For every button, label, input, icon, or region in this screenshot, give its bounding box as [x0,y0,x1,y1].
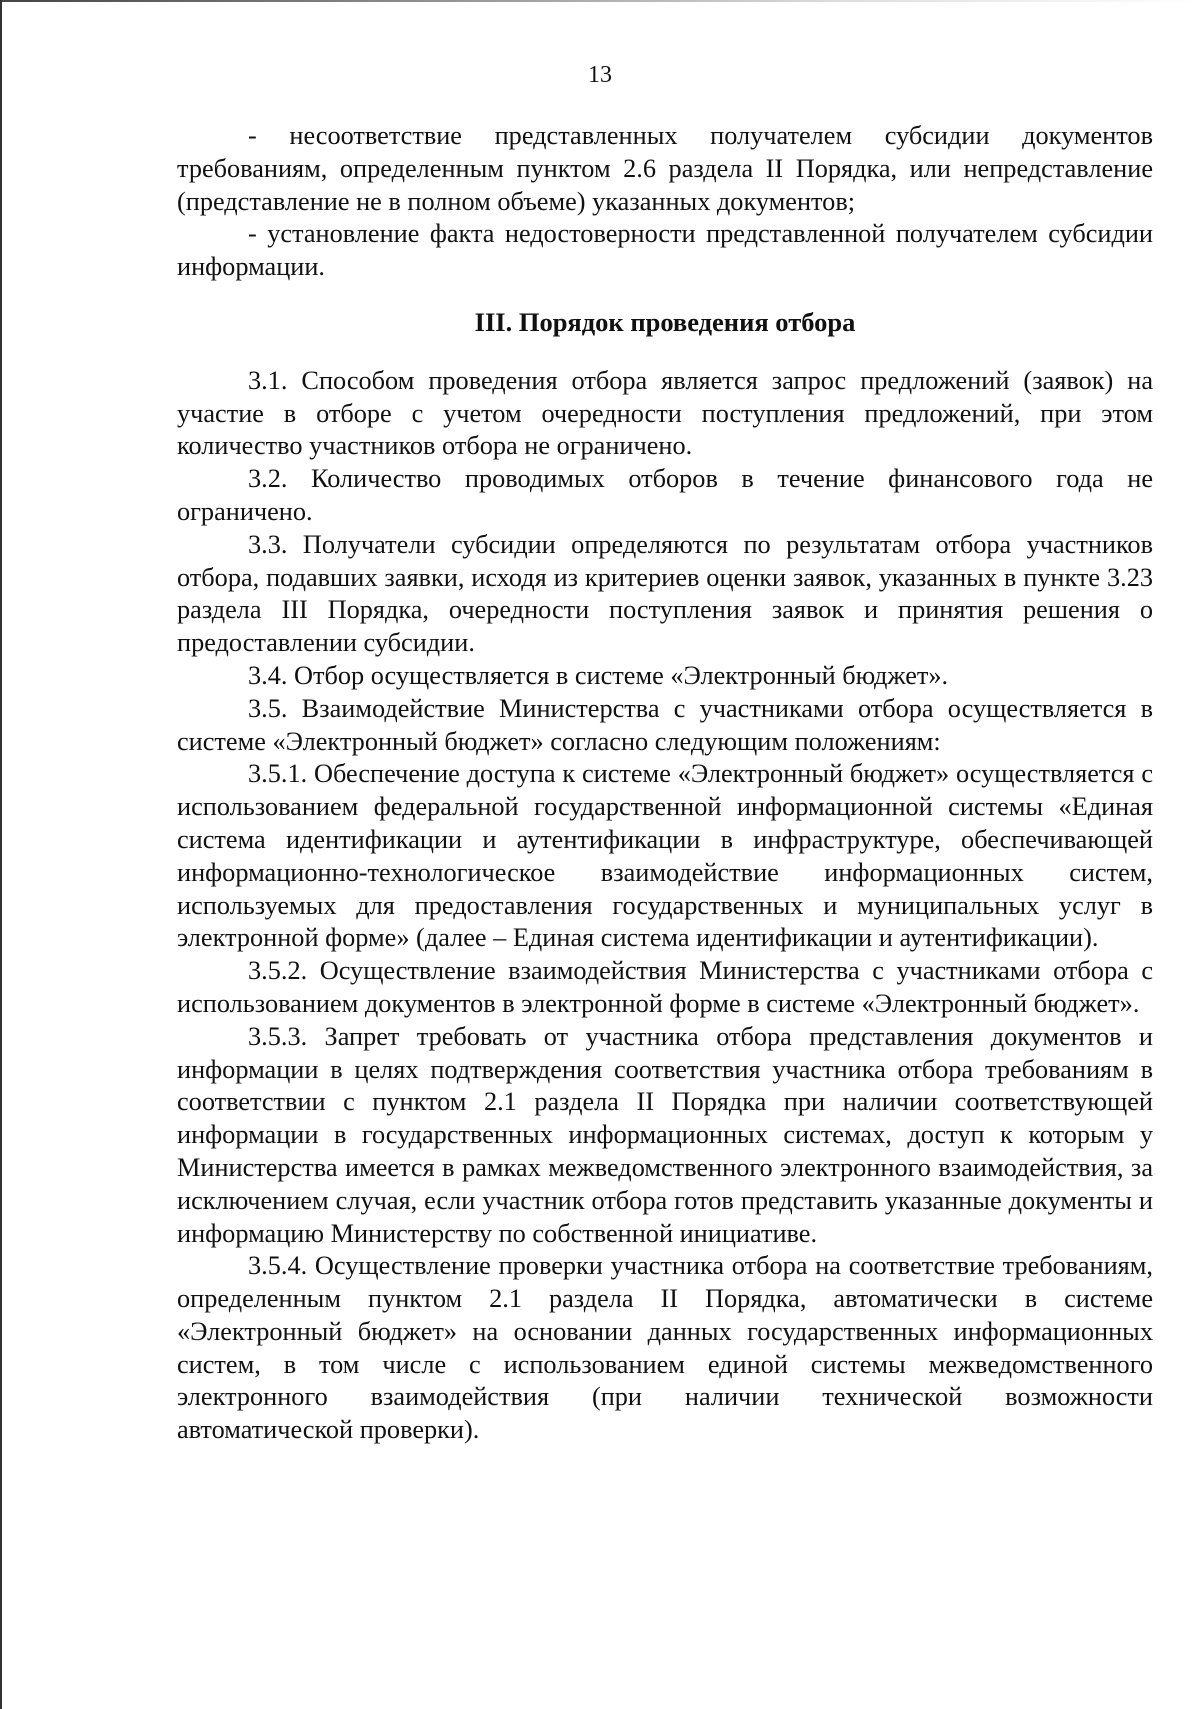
document-body [177,120,1153,1447]
paragraph-3-1: 3.1. Способом проведения отбора является запрос предложений (заявок) на участие в отборе с учетом очередности поступления предложений, при этом количество участников отбора не ограничено. [177,365,1153,461]
paragraph-3-5-3: 3.5.3. Запрет требовать от участника отбора представления документов и информации в целях подтверждения соответствия участника отбора требованиям в соответствии с пунктом 2.1 раздела II Порядка при наличии соответствующей информации в государственных информационных системах, доступ к которым у Министерства имеется в рамках межведомственного электронного взаимодействия, за исключением случая, если участник отбора готов представить указанные документы и информацию Министерству по собственной инициативе. [177,1021,1153,1248]
section-heading: III. Порядок проведения отбора [474,306,856,337]
page-number: 13 [588,62,612,88]
scan-edge-left [0,0,2,1709]
paragraph-3-5-2: 3.5.2. Осуществление взаимодействия Министерства с участниками отбора с использованием документов в электронной форме в системе «Электронный бюджет». [177,956,1153,1018]
paragraph-noncompliance: - несоответствие представленных получателем субсидии документов требованиям, определенным пунктом 2.6 раздела II Порядка, или непредставление (представление не в полном объеме) указанных документов; [177,121,1153,216]
scan-edge-top [0,0,1200,2]
paragraph-3-2: 3.2. Количество проводимых отборов в течение финансового года не ограничено. [177,464,1153,526]
paragraph-3-5: 3.5. Взаимодействие Министерства с участниками отбора осуществляется в системе «Электронный бюджет» согласно следующим положениям: [177,693,1153,756]
paragraph-3-5-4: 3.5.4. Осуществление проверки участника отбора на соответствие требованиям, определенным пунктом 2.1 раздела II Порядка, автоматически в системе «Электронный бюджет» на основании данных государственных информационных систем, в том числе с использованием единой системы межведомственного электронного взаимодействия (при наличии технической возможности автоматической проверки). [177,1251,1153,1445]
paragraph-3-4: 3.4. Отбор осуществляется в системе «Электронный бюджет». [248,660,949,690]
paragraph-unreliable-info: - установление факта недостоверности представленной получателем субсидии информации. [177,219,1153,282]
paragraph-3-3: 3.3. Получатели субсидии определяются по результатам отбора участников отбора, подавших заявки, исходя из критериев оценки заявок, указанных в пункте 3.23 раздела III Порядка, очередности поступления заявок и принятия решения о предоставлении субсидии. [177,529,1153,658]
paragraph-3-5-1: 3.5.1. Обеспечение доступа к системе «Электронный бюджет» осуществляется с использованием федеральной государственной информационной системы «Единая система идентификации и аутентификации в инфраструктуре, обеспечивающей информационно-технологическое взаимодействие информационных систем, используемых для предоставления государственных и муниципальных услуг в электронной форме» (далее – Единая система идентификации и аутентификации). [177,759,1153,953]
